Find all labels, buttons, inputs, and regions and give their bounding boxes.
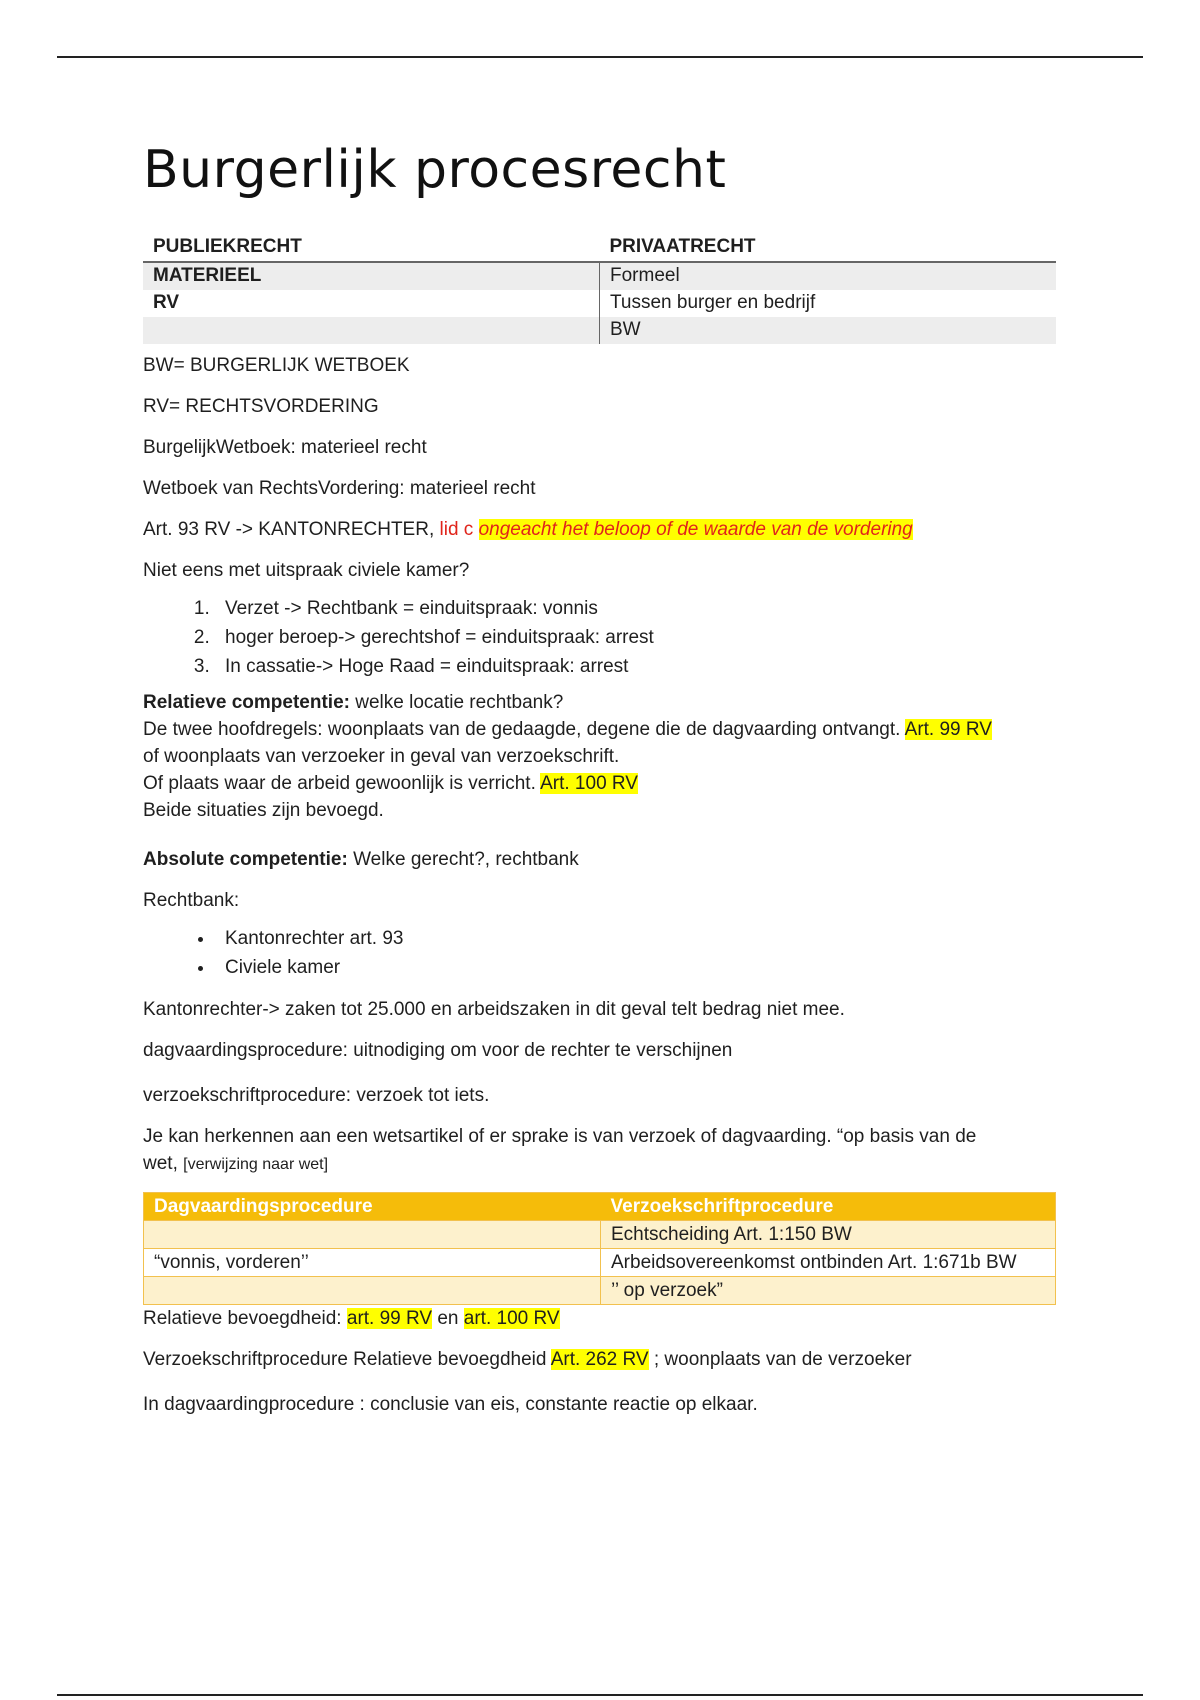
paragraph-bw-def: BurgelijkWetboek: materieel recht (143, 437, 427, 458)
text-span: welke locatie rechtbank? (349, 692, 564, 713)
highlighted-text: Art. 100 RV (540, 773, 638, 794)
small-text: [verwijzing naar wet] (183, 1156, 329, 1173)
text-span: Of plaats waar de arbeid gewoonlijk is verricht. (143, 773, 541, 794)
table-cell: “vonnis, vorderen’’ (144, 1249, 601, 1277)
table-cell: Tussen burger en bedrijf (600, 290, 1057, 317)
text-span: Relatieve bevoegdheid: (143, 1308, 347, 1329)
footer-rule (57, 1694, 1143, 1696)
table-header-cell: Verzoekschriftprocedure (601, 1193, 1056, 1221)
table-header-cell: PRIVAATRECHT (600, 234, 1057, 262)
numbered-list (143, 594, 1058, 681)
table-header-cell: Dagvaardingsprocedure (144, 1193, 601, 1221)
highlighted-text: art. 100 RV (463, 1308, 560, 1329)
table-cell: BW (600, 317, 1057, 344)
red-text: lid c (439, 519, 479, 540)
paragraph-verzoekschrift-bevoegdheid (143, 1346, 1058, 1373)
text-span: en (432, 1308, 464, 1329)
procedures-table (143, 1192, 1056, 1305)
paragraph-niet-eens: Niet eens met uitspraak civiele kamer? (143, 560, 470, 581)
paragraph-relatieve-3 (143, 770, 1058, 797)
table-cell: ’’ op verzoek” (601, 1277, 1056, 1305)
bold-label: Relatieve competentie: (143, 692, 350, 713)
paragraph-relatieve-1 (143, 716, 1058, 743)
paragraph-relatieve-bevoegdheid (143, 1305, 1058, 1332)
paragraph-art93 (143, 516, 1058, 543)
table-row (143, 317, 1056, 344)
table-cell (144, 1221, 601, 1249)
bullet-list (143, 924, 1058, 982)
paragraph-relatieve-heading (143, 689, 1058, 716)
list-item: 3. In cassatie-> Hoge Raad = einduitspraak: arrest (215, 652, 1058, 681)
table-cell: MATERIEEL (143, 262, 600, 290)
text-span: wet, (143, 1153, 184, 1174)
table-row (144, 1249, 1056, 1277)
document-page (143, 140, 1058, 1418)
table-row (144, 1277, 1056, 1305)
text-span: Welke gerecht?, rechtbank (347, 849, 579, 870)
text-span: Verzoekschriftprocedure Relatieve bevoegdheid (143, 1349, 551, 1370)
paragraph-rechtbank: Rechtbank: (143, 890, 240, 911)
table-cell: RV (153, 292, 180, 313)
table-header-cell: PUBLIEKRECHT (143, 234, 600, 262)
highlighted-text: Art. 262 RV (550, 1349, 649, 1370)
list-item: • Kantonrechter art. 93 (215, 924, 1058, 953)
paragraph-relatieve-2: of woonplaats van verzoeker in geval van verzoekschrift. (143, 746, 620, 767)
paragraph-verzoekschrift: verzoekschriftprocedure: verzoek tot iets. (143, 1085, 490, 1106)
law-types-table (143, 234, 1056, 344)
paragraph-dagvaarding-conclusie: In dagvaardingprocedure : conclusie van eis, constante reactie op elkaar. (143, 1394, 758, 1415)
table-cell: Arbeidsovereenkomst ontbinden Art. 1:671b BW (601, 1249, 1056, 1277)
paragraph-herkennen (143, 1123, 1058, 1178)
table-header-row (143, 234, 1056, 262)
highlighted-text: Art. 99 RV (904, 719, 992, 740)
table-row (143, 290, 1056, 317)
list-item: 2. hoger beroep-> gerechtshof = einduitspraak: arrest (215, 623, 1058, 652)
table-cell: Echtscheiding Art. 1:150 BW (601, 1221, 1056, 1249)
paragraph-relatieve-4: Beide situaties zijn bevoegd. (143, 800, 384, 821)
highlighted-text: ongeacht het beloop of de waarde van de vordering (478, 519, 913, 540)
table-cell (143, 317, 600, 344)
paragraph-dagvaarding: dagvaardingsprocedure: uitnodiging om voor de rechter te verschijnen (143, 1040, 733, 1061)
paragraph-rv-def: Wetboek van RechtsVordering: materieel recht (143, 478, 536, 499)
table-row (143, 262, 1056, 290)
table-row (144, 1221, 1056, 1249)
bold-label: Absolute competentie: (143, 849, 348, 870)
text-span: De twee hoofdregels: woonplaats van de gedaagde, degene die de dagvaarding ontvangt. (143, 719, 905, 740)
paragraph-kanton: Kantonrechter-> zaken tot 25.000 en arbeidszaken in dit geval telt bedrag niet mee. (143, 999, 845, 1020)
paragraph-bw: BW= BURGERLIJK WETBOEK (143, 355, 410, 376)
table-cell: Formeel (600, 262, 1057, 290)
text-span: ; woonplaats van de verzoeker (648, 1349, 912, 1370)
page-title: Burgerlijk procesrecht (143, 140, 727, 200)
paragraph-absolute (143, 846, 1058, 873)
table-header-row (144, 1193, 1056, 1221)
text-span: Art. 93 RV -> KANTONRECHTER, (143, 519, 440, 540)
text-span: Je kan herkennen aan een wetsartikel of er sprake is van verzoek of dagvaarding. “op basis van de (143, 1126, 977, 1147)
highlighted-text: art. 99 RV (346, 1308, 433, 1329)
header-rule (57, 56, 1143, 58)
list-item: • Civiele kamer (215, 953, 1058, 982)
list-item: 1. Verzet -> Rechtbank = einduitspraak: vonnis (215, 594, 1058, 623)
table-cell (144, 1277, 601, 1305)
paragraph-rv: RV= RECHTSVORDERING (143, 396, 379, 417)
